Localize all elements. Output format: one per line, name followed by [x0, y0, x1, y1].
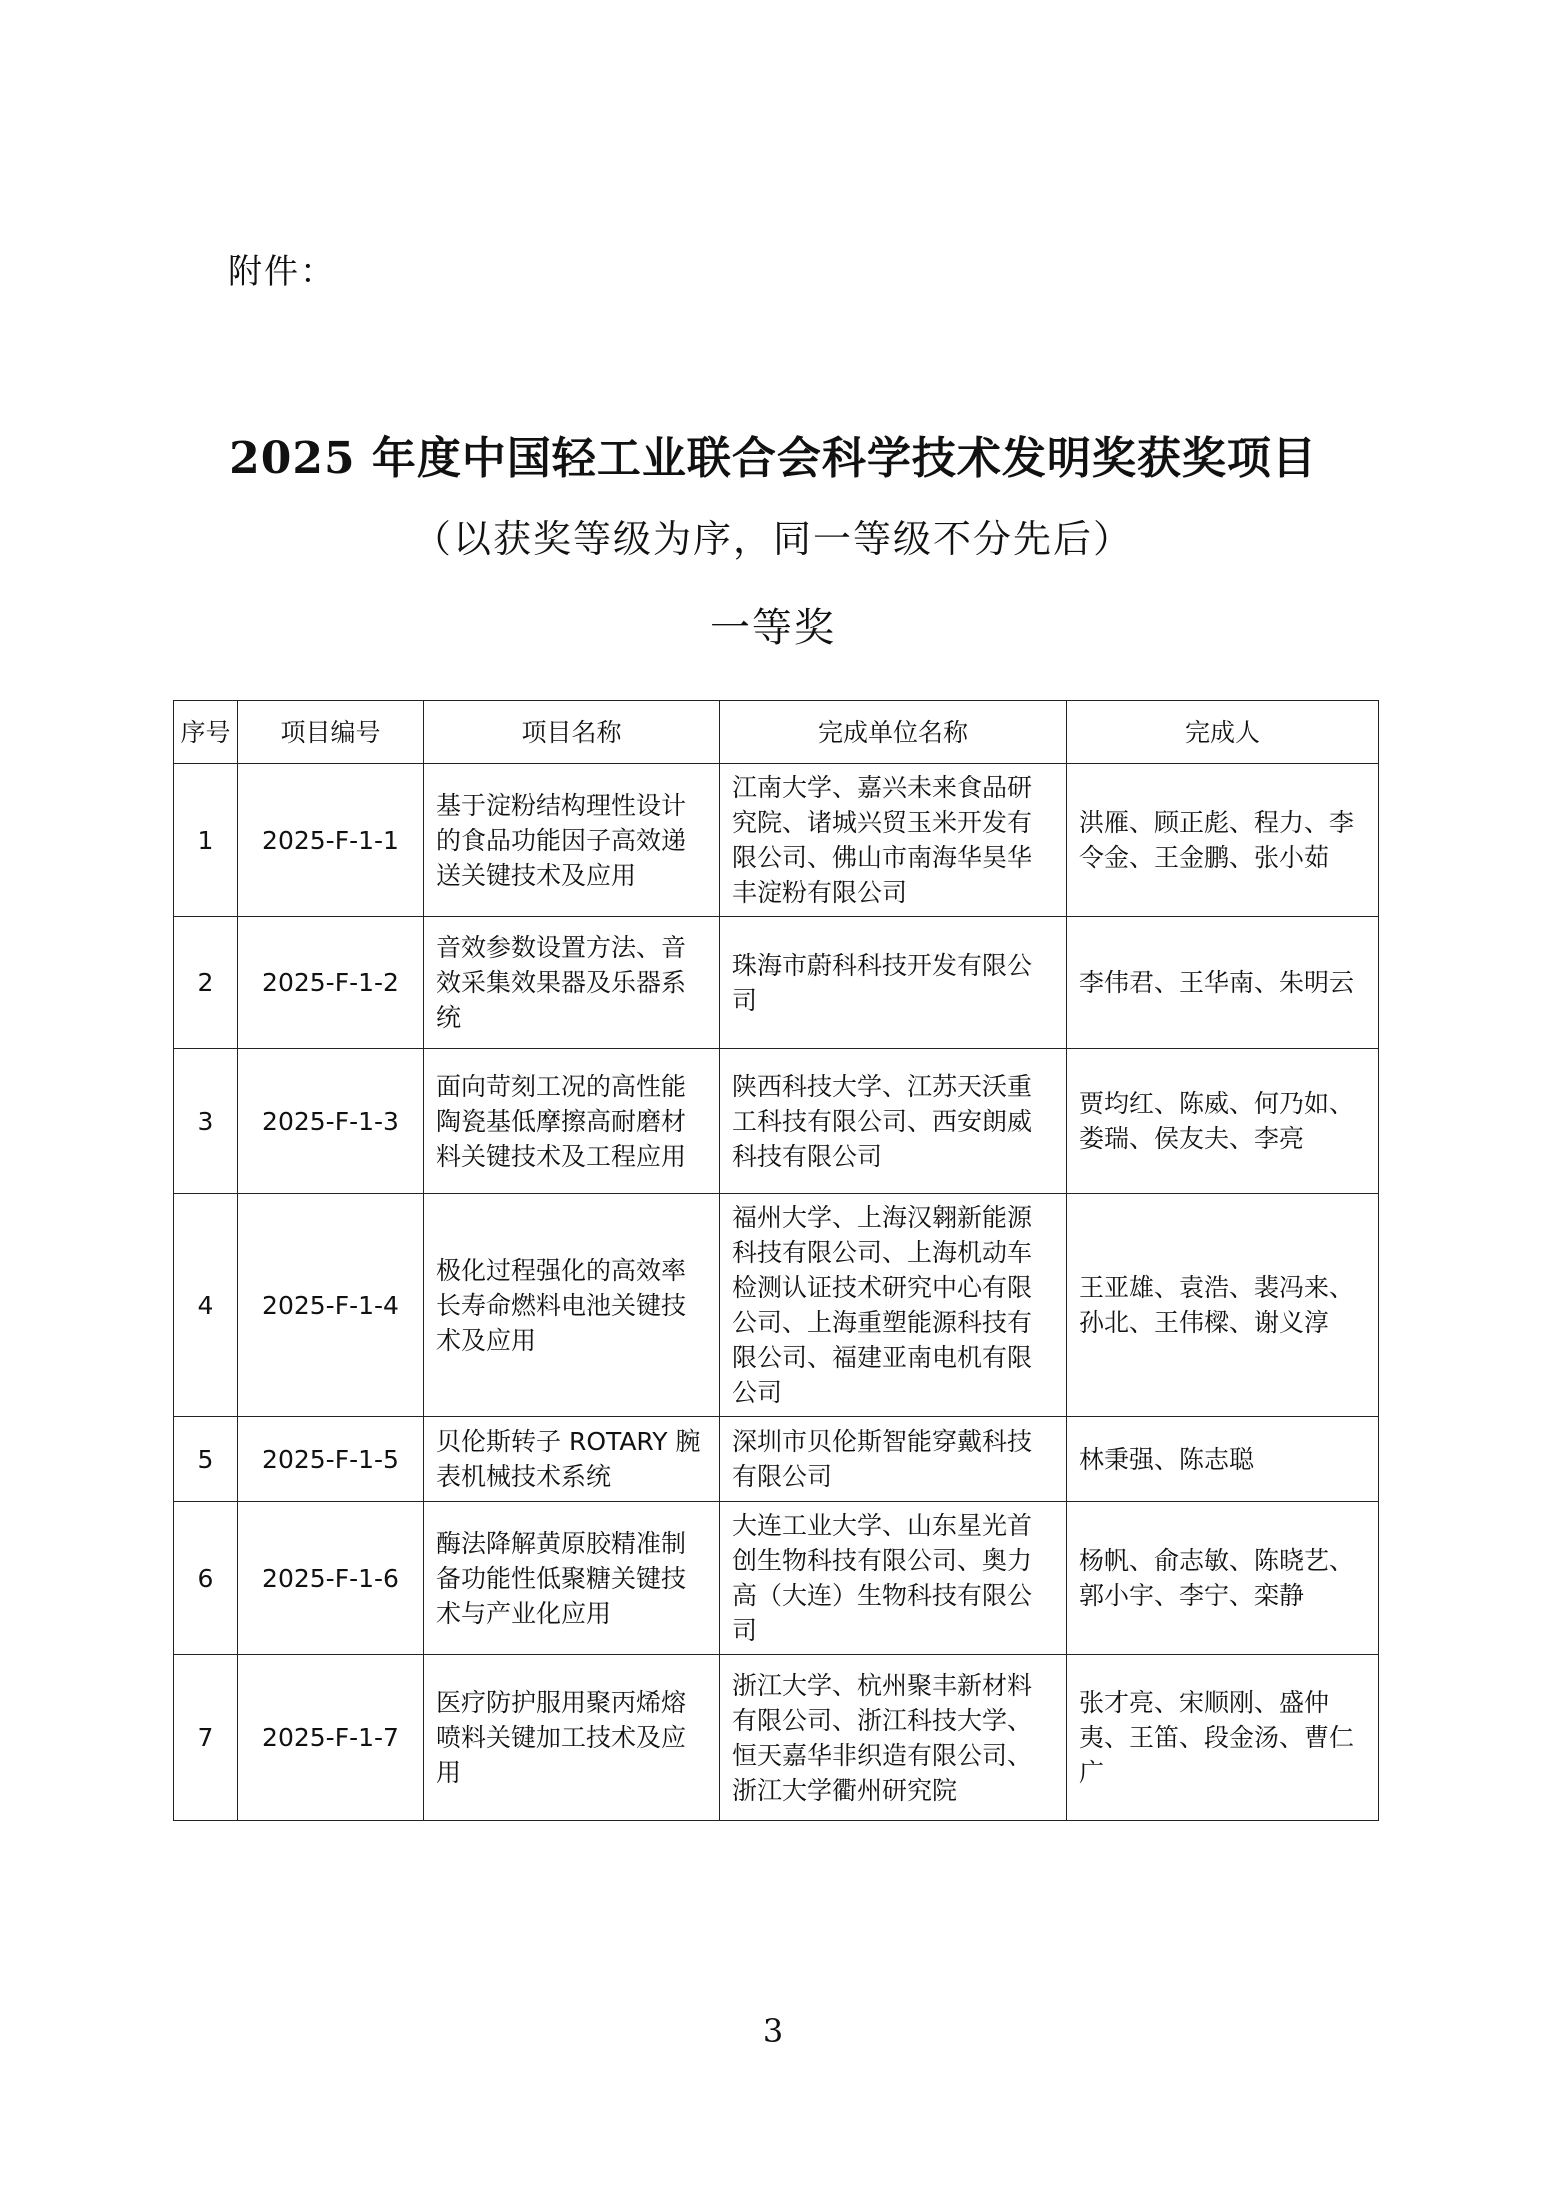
cell-people: 林秉强、陈志聪 [1067, 1417, 1379, 1502]
cell-people: 王亚雄、袁浩、裴冯来、孙北、王伟樑、谢义淳 [1067, 1194, 1379, 1417]
cell-units: 陕西科技大学、江苏天沃重工科技有限公司、西安朗威科技有限公司 [720, 1049, 1067, 1194]
cell-code: 2025-F-1-6 [238, 1502, 424, 1655]
cell-people: 张才亮、宋顺刚、盛仲夷、王笛、段金汤、曹仁广 [1067, 1655, 1379, 1821]
cell-seq: 1 [174, 764, 238, 917]
document-subtitle: （以获奖等级为序，同一等级不分先后） [412, 517, 1133, 561]
column-header-code: 项目编号 [238, 701, 424, 764]
cell-code: 2025-F-1-2 [238, 917, 424, 1049]
cell-people: 李伟君、王华南、朱明云 [1067, 917, 1379, 1049]
cell-project-name: 基于淀粉结构理性设计的食品功能因子高效递送关键技术及应用 [424, 764, 720, 917]
page-number: 3 [762, 2012, 784, 2050]
cell-units: 江南大学、嘉兴未来食品研究院、诸城兴贸玉米开发有限公司、佛山市南海华昊华丰淀粉有限公司 [720, 764, 1067, 917]
column-header-units: 完成单位名称 [720, 701, 1067, 764]
cell-project-name: 极化过程强化的高效率长寿命燃料电池关键技术及应用 [424, 1194, 720, 1417]
cell-seq: 5 [174, 1417, 238, 1502]
cell-seq: 2 [174, 917, 238, 1049]
cell-project-name: 贝伦斯转子 ROTARY 腕表机械技术系统 [424, 1417, 720, 1502]
cell-code: 2025-F-1-5 [238, 1417, 424, 1502]
cell-project-name: 面向苛刻工况的高性能陶瓷基低摩擦高耐磨材料关键技术及工程应用 [424, 1049, 720, 1194]
cell-units: 珠海市蔚科科技开发有限公司 [720, 917, 1067, 1049]
document-title: 2025 年度中国轻工业联合会科学技术发明奖获奖项目 [229, 433, 1317, 484]
cell-people: 洪雁、顾正彪、程力、李令金、王金鹏、张小茹 [1067, 764, 1379, 917]
cell-seq: 7 [174, 1655, 238, 1821]
column-header-seq: 序号 [174, 701, 238, 764]
cell-code: 2025-F-1-4 [238, 1194, 424, 1417]
cell-units: 深圳市贝伦斯智能穿戴科技有限公司 [720, 1417, 1067, 1502]
cell-code: 2025-F-1-7 [238, 1655, 424, 1821]
attachment-label: 附件： [228, 252, 336, 292]
table-row [174, 1194, 1379, 1417]
table-row [174, 1417, 1379, 1502]
cell-code: 2025-F-1-3 [238, 1049, 424, 1194]
award-grade-heading: 一等奖 [710, 605, 836, 651]
cell-seq: 6 [174, 1502, 238, 1655]
cell-project-name: 酶法降解黄原胶精准制备功能性低聚糖关键技术与产业化应用 [424, 1502, 720, 1655]
table-header-row [174, 701, 1379, 764]
cell-project-name: 音效参数设置方法、音效采集效果器及乐器系统 [424, 917, 720, 1049]
table-row [174, 1049, 1379, 1194]
table-row [174, 764, 1379, 917]
cell-seq: 4 [174, 1194, 238, 1417]
table-row [174, 1502, 1379, 1655]
cell-people: 杨帆、俞志敏、陈晓艺、郭小宇、李宁、栾静 [1067, 1502, 1379, 1655]
cell-code: 2025-F-1-1 [238, 764, 424, 917]
cell-seq: 3 [174, 1049, 238, 1194]
column-header-people: 完成人 [1067, 701, 1379, 764]
cell-units: 福州大学、上海汉翱新能源科技有限公司、上海机动车检测认证技术研究中心有限公司、上海重塑能源科技有限公司、福建亚南电机有限公司 [720, 1194, 1067, 1417]
awards-table [173, 700, 1379, 1821]
cell-units: 浙江大学、杭州聚丰新材料有限公司、浙江科技大学、恒天嘉华非织造有限公司、浙江大学衢州研究院 [720, 1655, 1067, 1821]
table-row [174, 1655, 1379, 1821]
cell-project-name: 医疗防护服用聚丙烯熔喷料关键加工技术及应用 [424, 1655, 720, 1821]
cell-people: 贾均红、陈威、何乃如、娄瑞、侯友夫、李亮 [1067, 1049, 1379, 1194]
table-row [174, 917, 1379, 1049]
column-header-name: 项目名称 [424, 701, 720, 764]
cell-units: 大连工业大学、山东星光首创生物科技有限公司、奥力高（大连）生物科技有限公司 [720, 1502, 1067, 1655]
